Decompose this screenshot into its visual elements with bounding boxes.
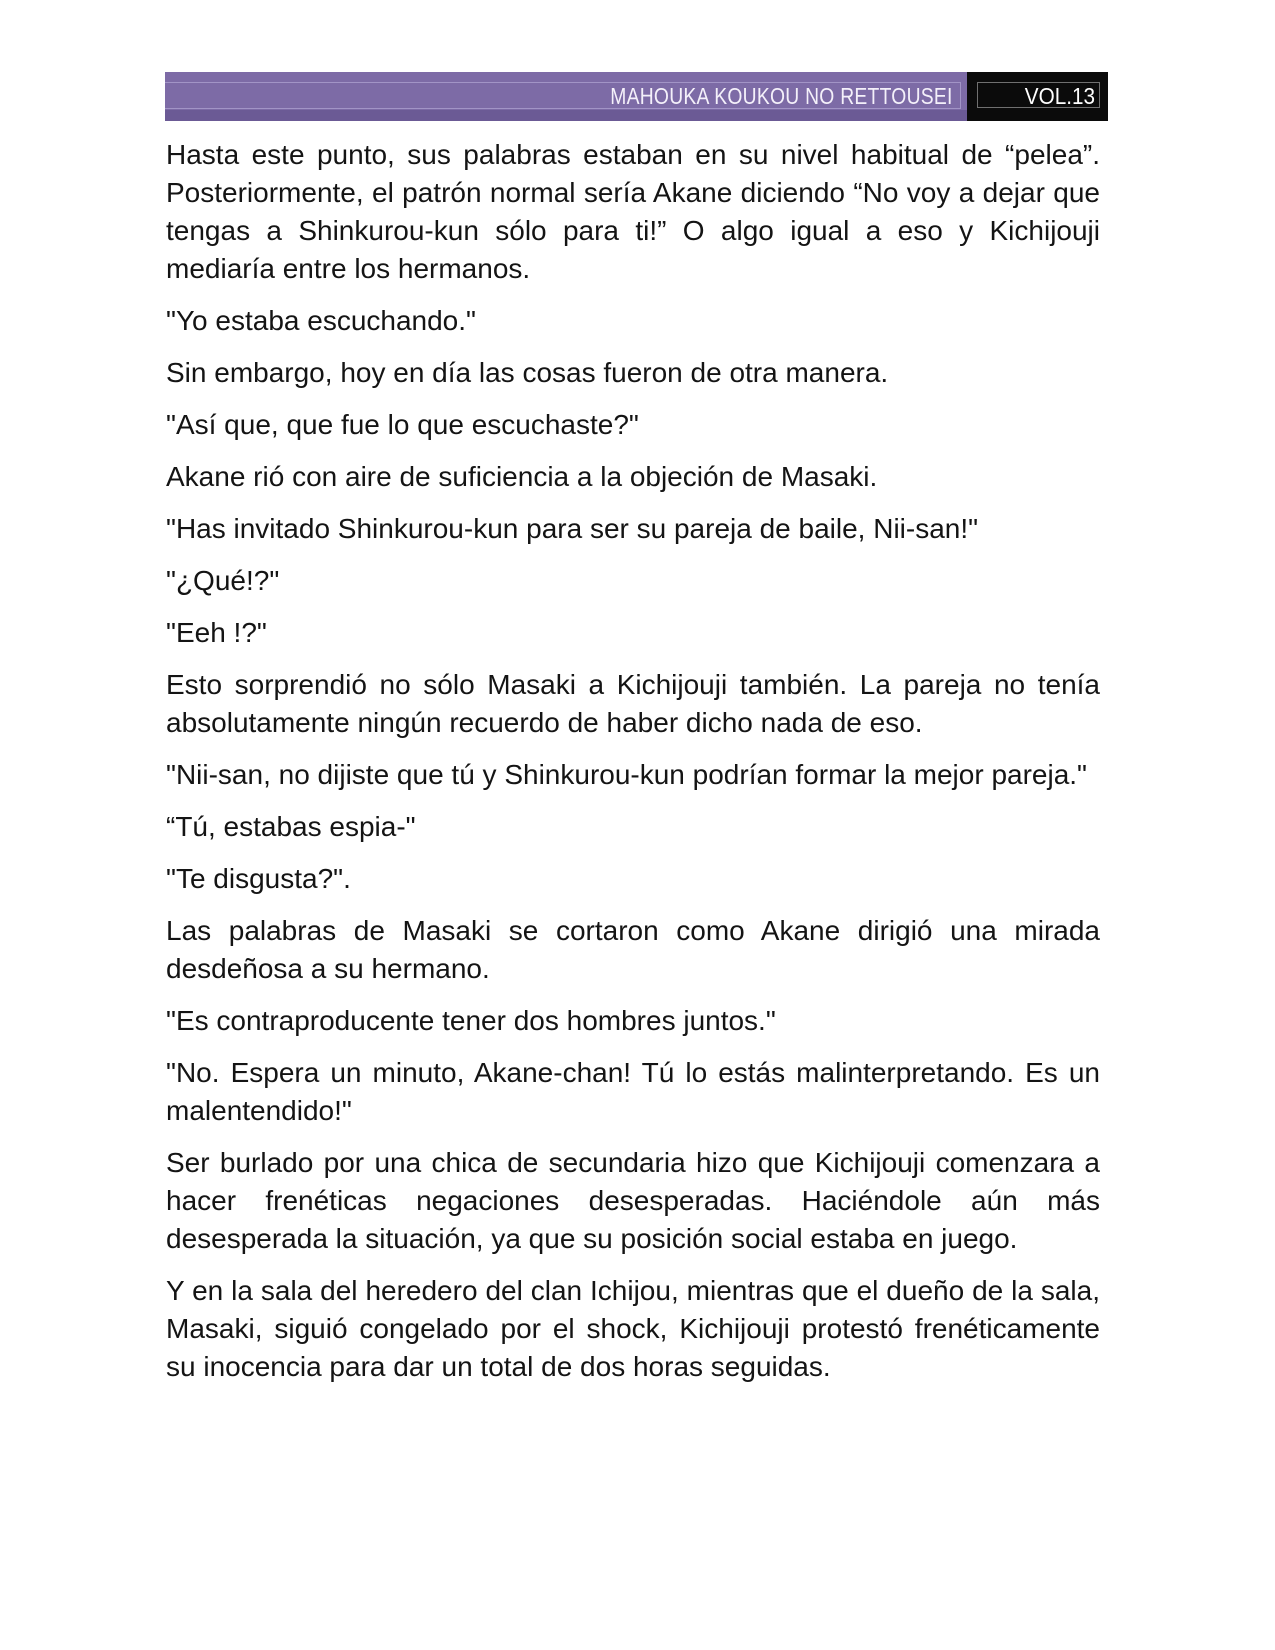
paragraph: Ser burlado por una chica de secundaria hizo que Kichijouji comenzara a hacer frenéticas negaciones desesperadas. Haciéndole aún más desesperada la situación, ya que su posición social estaba en juego. xyxy=(166,1147,1100,1254)
paragraph: "No. Espera un minuto, Akane-chan! Tú lo estás malinterpretando. Es un malentendido!" xyxy=(166,1057,1100,1126)
paragraph: Esto sorprendió no sólo Masaki a Kichijouji también. La pareja no tenía absolutamente ningún recuerdo de haber dicho nada de eso. xyxy=(166,669,1100,738)
header-title-band xyxy=(165,72,967,121)
page-header-band xyxy=(165,72,1108,121)
document-body xyxy=(166,136,1100,1400)
paragraph: "Nii-san, no dijiste que tú y Shinkurou-kun podrían formar la mejor pareja." xyxy=(166,759,1087,790)
header-title xyxy=(165,72,967,121)
volume-label-text: VOL.13 xyxy=(1024,83,1095,109)
paragraph: "Es contraproducente tener dos hombres juntos." xyxy=(166,1005,776,1036)
volume-box xyxy=(967,72,1108,121)
paragraph: Las palabras de Masaki se cortaron como Akane dirigió una mirada desdeñosa a su hermano. xyxy=(166,915,1100,984)
paragraph: Sin embargo, hoy en día las cosas fueron de otra manera. xyxy=(166,357,889,388)
paragraph: "¿Qué!?" xyxy=(166,565,280,596)
volume-label xyxy=(967,72,1108,121)
paragraph: "Así que, que fue lo que escuchaste?" xyxy=(166,409,639,440)
paragraph: “Tú, estabas espia-" xyxy=(166,811,416,842)
paragraph: Akane rió con aire de suficiencia a la objeción de Masaki. xyxy=(166,461,878,492)
paragraph: "Te disgusta?". xyxy=(166,863,351,894)
paragraph: "Yo estaba escuchando." xyxy=(166,305,476,336)
paragraph: "Has invitado Shinkurou-kun para ser su pareja de baile, Nii-san!" xyxy=(166,513,979,544)
paragraph: Y en la sala del heredero del clan Ichijou, mientras que el dueño de la sala, Masaki, siguió congelado por el shock, Kichijouji protestó frenéticamente su inocencia para dar un total de dos horas seguidas. xyxy=(166,1275,1100,1382)
header-title-text: MAHOUKA KOUKOU NO RETTOUSEI xyxy=(610,83,953,109)
paragraph: "Eeh !?" xyxy=(166,617,267,648)
paragraph: Hasta este punto, sus palabras estaban en su nivel habitual de “pelea”. Posteriormente, el patrón normal sería Akane diciendo “No voy a dejar que tengas a Shinkurou-kun sólo para ti!” O algo igual a eso y Kichijouji mediaría entre los hermanos. xyxy=(166,139,1100,284)
